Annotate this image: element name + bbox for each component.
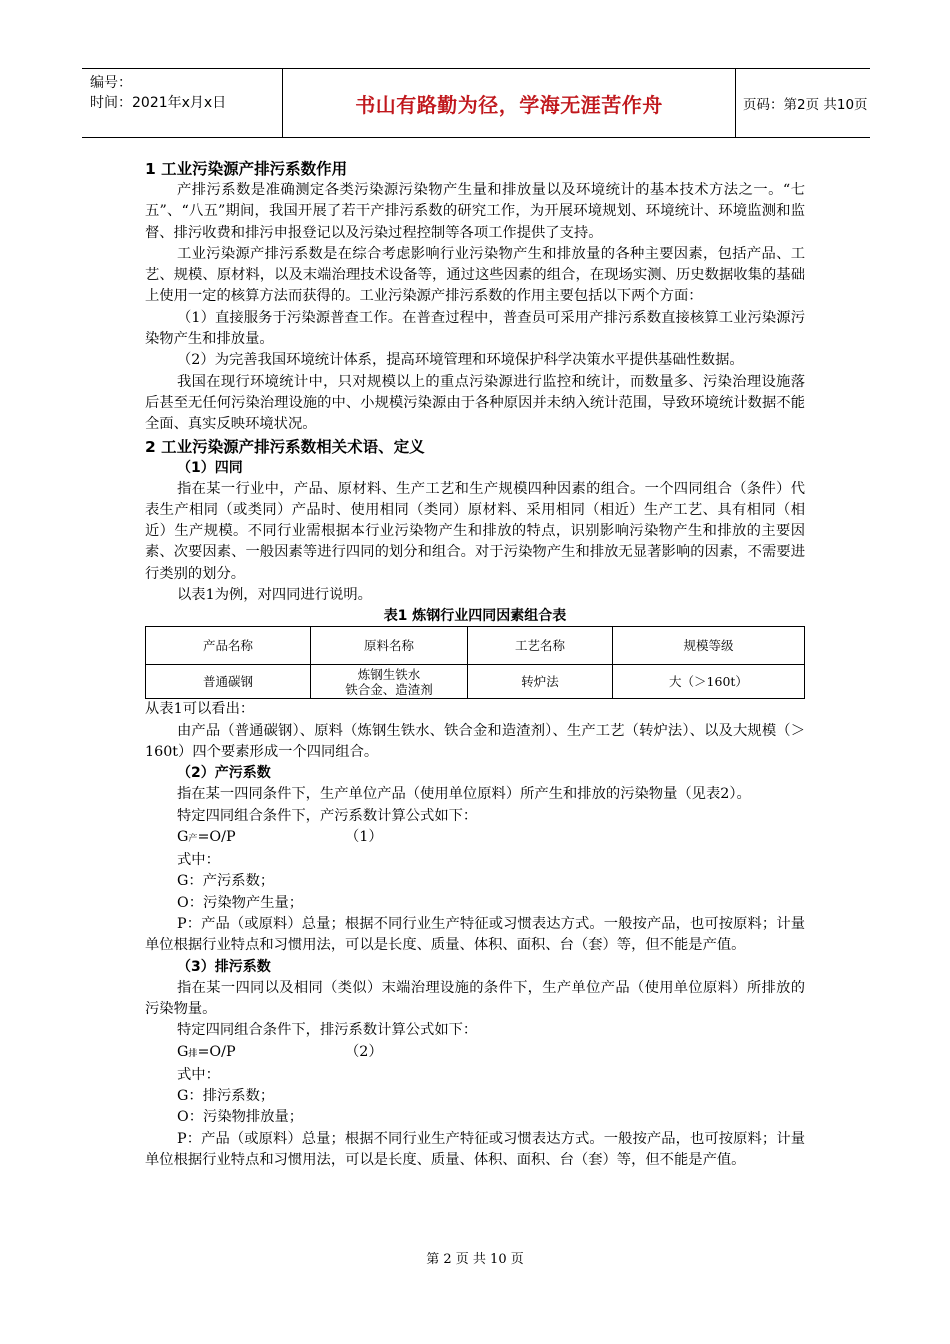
paragraph: 以表1为例，对四同进行说明。 [177,587,372,604]
paragraph: 式中： [177,1066,220,1083]
paragraph: O：污染物排放量； [177,1109,304,1126]
formula-symbol: G [177,828,189,845]
header-page-info: 页码：第2页 共10页 [743,97,868,113]
paragraph: P：产品（或原料）总量；根据不同行业生产特征或习惯表达方式。一般按产品，也可按原料；计量单位根据行业特点和习惯用法，可以是长度、质量、体积、面积、台（套）等，但不能是产值。 [145,1130,805,1168]
paragraph: 特定四同组合条件下，产污系数计算公式如下： [177,807,478,824]
header-left-cell [82,69,282,137]
paragraph: G：排污系数； [177,1088,275,1105]
document-body [145,158,805,1171]
header-right-cell [735,69,870,137]
table-caption: 表1 炼钢行业四同因素组合表 [383,608,567,625]
table-header-cell: 工艺名称 [468,627,613,665]
paragraph: （2）为完善我国环境统计体系，提高环境管理和环境保护科学决策水平提供基础性数据。 [177,352,744,369]
formula-symbol: G [177,1043,189,1060]
paragraph: 从表1可以看出： [145,701,255,718]
paragraph: G：产污系数； [177,873,275,890]
formula-subscript: 产 [188,833,198,844]
paragraph: 由产品（普通碳钢）、原料（炼钢生铁水、铁合金和造渣剂）、生产工艺（转炉法）、以及大规模（＞160t）四个要素形成一个四同组合。 [145,722,805,760]
table-header-cell: 产品名称 [146,627,311,665]
table-header-cell: 规模等级 [613,627,805,665]
four-factor-table [145,626,805,699]
table-cell-line: 铁合金、造渣剂 [345,681,433,697]
paragraph: 式中： [177,852,220,869]
subsection-heading: （1）四同 [177,459,243,476]
section-2-heading: 2 工业污染源产排污系数相关术语、定义 [145,437,425,456]
formula-2 [145,1042,805,1065]
section-1-heading: 1 工业污染源产排污系数作用 [145,160,348,178]
paragraph: 指在某一四同以及相同（类似）末端治理设施的条件下，生产单位产品（使用单位原料）所排放的污染物量。 [145,979,805,1017]
page-footer: 第 2 页 共 10 页 [426,1252,524,1267]
page-header [82,68,870,138]
table-row [146,665,805,699]
formula-subscript: 排 [188,1048,198,1059]
table-cell: 转炉法 [468,665,613,699]
formula-number: （1） [345,828,383,845]
formula-1 [145,827,805,850]
paragraph: 指在某一行业中，产品、原材料、生产工艺和生产规模四种因素的组合。一个四同组合（条件）代表生产相同（或类同）产品时、使用相同（类同）原材料、采用相同（相近）生产工艺、具有相同（相近）生产规模。不同行业需根据本行业污染物产生和排放的特点，识别影响污染物产生和排放的主要因素、次要因素、一般因素等进行四同的划分和组合。对于污染物产生和排放无显著影响的因素，不需要进行类别的划分。 [145,480,805,582]
paragraph: O：污染物产生量； [177,894,304,911]
table-cell: 大（＞160t） [613,665,805,699]
paragraph: 指在某一四同条件下，生产单位产品（使用单位原料）所产生和排放的污染物量（见表2）。 [177,786,751,803]
paragraph: P：产品（或原料）总量；根据不同行业生产特征或习惯表达方式。一般按产品，也可按原料；计量单位根据行业特点和习惯用法，可以是长度、质量、体积、面积、台（套）等，但不能是产值。 [145,916,805,954]
paragraph: 我国在现行环境统计中，只对规模以上的重点污染源进行监控和统计，而数量多、污染治理设施落后甚至无任何污染治理设施的中、小规模污染源由于各种原因并未纳入统计范围，导致环境统计数据不能全面、真实反映环境状况。 [145,373,805,433]
table-header-cell: 原料名称 [311,627,468,665]
table-cell: 普通碳钢 [146,665,311,699]
formula-rhs: =O/P [197,1043,236,1060]
paragraph: （1）直接服务于污染源普查工作。在普查过程中，普查员可采用产排污系数直接核算工业污染源污染物产生和排放量。 [145,309,805,348]
formula-expression [177,1042,345,1065]
formula-expression [177,827,345,850]
document-time-label: 时间：2021年x月x日 [90,95,227,111]
subsection-heading: （3）排污系数 [177,958,271,975]
header-middle-cell [282,69,736,137]
formula-rhs: =O/P [197,828,236,845]
table-cell-line: 炼钢生铁水 [357,666,421,682]
table-header-row [146,627,805,665]
header-motto: 书山有路勤为径，学海无涯苦作舟 [355,92,663,117]
subsection-heading: （2）产污系数 [177,765,271,782]
formula-number: （2） [345,1043,383,1060]
table-cell [311,665,468,699]
paragraph: 特定四同组合条件下，排污系数计算公式如下： [177,1022,478,1039]
paragraph: 工业污染源产排污系数是在综合考虑影响行业污染物产生和排放量的各种主要因素，包括产品、工艺、规模、原材料，以及末端治理技术设备等，通过这些因素的组合，在现场实测、历史数据收集的基础上使用一定的核算方法而获得的。工业污染源产排污系数的作用主要包括以下两个方面： [145,245,805,305]
document-number-label: 编号： [90,75,132,91]
paragraph: 产排污系数是准确测定各类污染源污染物产生量和排放量以及环境统计的基本技术方法之一。“七五”、“八五”期间，我国开展了若干产排污系数的研究工作，为开展环境规划、环境统计、环境监测和监督、排污收费和排污申报登记以及污染过程控制等各项工作提供了支持。 [145,182,805,241]
